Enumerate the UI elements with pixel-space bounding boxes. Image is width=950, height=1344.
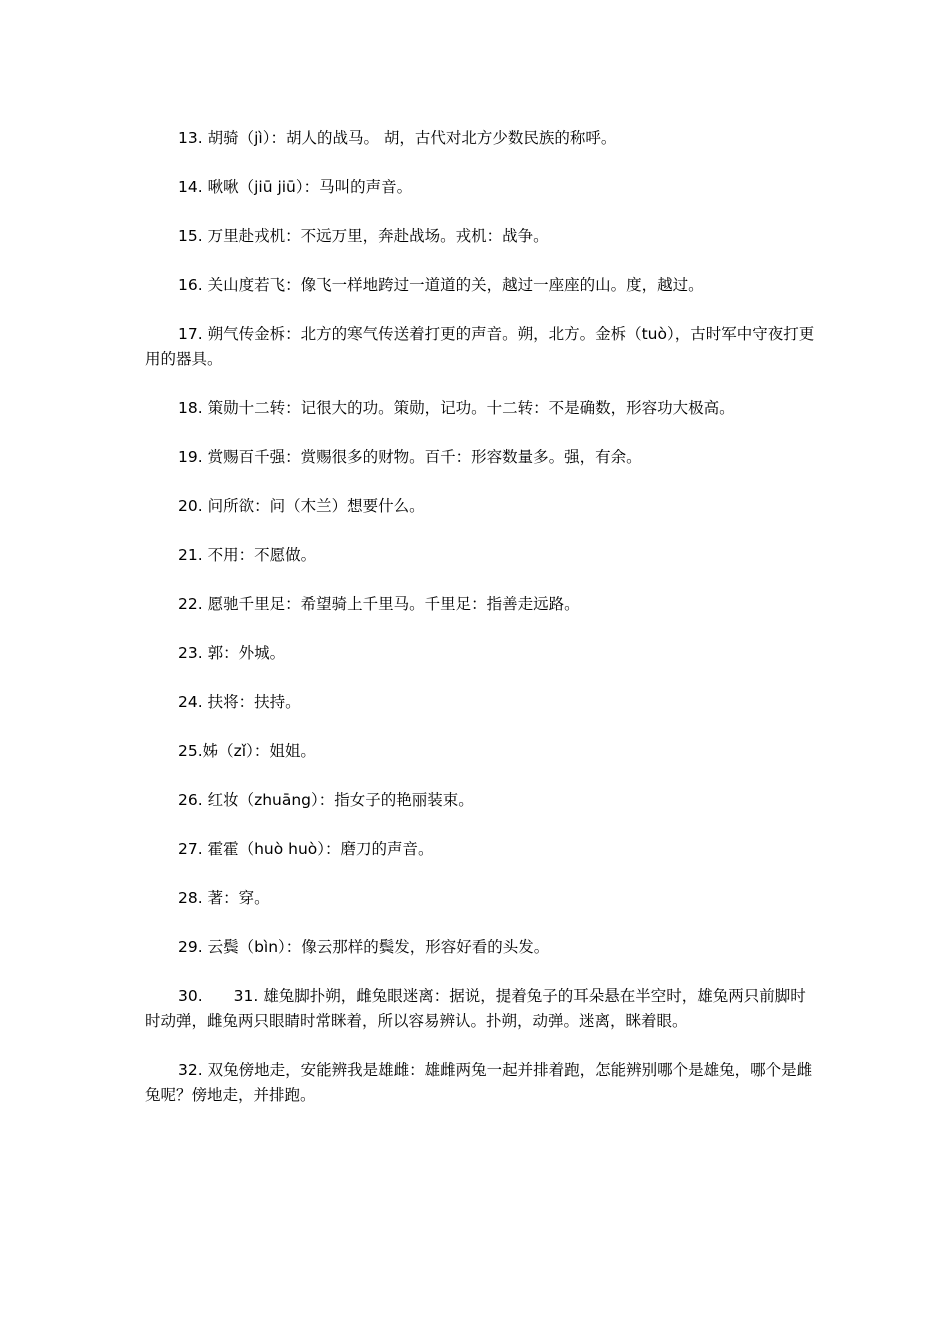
annotation-item: 21. 不用：不愿做。 <box>178 546 317 564</box>
annotation-item: 28. 著：穿。 <box>178 889 270 907</box>
annotation-item: 26. 红妆（zhuāng）：指女子的艳丽装束。 <box>178 791 474 809</box>
annotation-item: 32. 双兔傍地走，安能辨我是雄雌：雄雌两兔一起并排着跑，怎能辨别哪个是雄兔，哪个是雌兔呢？傍地走，并排跑。 <box>145 1061 813 1104</box>
annotation-item: 16. 关山度若飞：像飞一样地跨过一道道的关，越过一座座的山。度，越过。 <box>178 276 704 294</box>
annotation-item: 15. 万里赴戎机：不远万里，奔赴战场。戎机：战争。 <box>178 227 549 245</box>
annotation-list <box>145 126 815 1132</box>
annotation-item: 17. 朔气传金柝：北方的寒气传送着打更的声音。朔，北方。金柝（tuò），古时军中守夜打更用的器具。 <box>145 325 815 368</box>
annotation-item: 13. 胡骑（jì）：胡人的战马。 胡，古代对北方少数民族的称呼。 <box>178 129 617 147</box>
annotation-item: 20. 问所欲：问（木兰）想要什么。 <box>178 497 425 515</box>
annotation-item: 14. 啾啾（jiū jiū）：马叫的声音。 <box>178 178 413 196</box>
annotation-item: 22. 愿驰千里足：希望骑上千里马。千里足：指善走远路。 <box>178 595 580 613</box>
annotation-item: 30. 31. 雄兔脚扑朔，雌兔眼迷离：据说，提着兔子的耳朵悬在半空时，雄兔两只前脚时时动弹，雌兔两只眼睛时常眯着，所以容易辨认。扑朔，动弹。迷离，眯着眼。 <box>145 987 806 1030</box>
annotation-item: 23. 郭：外城。 <box>178 644 286 662</box>
annotation-item: 25.姊（zǐ）：姐姐。 <box>178 742 316 760</box>
annotation-item: 24. 扶将：扶持。 <box>178 693 301 711</box>
annotation-item: 29. 云鬓（bìn）：像云那样的鬓发，形容好看的头发。 <box>178 938 550 956</box>
annotation-item: 27. 霍霍（huò huò）：磨刀的声音。 <box>178 840 434 858</box>
annotation-item: 18. 策勋十二转：记很大的功。策勋，记功。十二转：不是确数，形容功大极高。 <box>178 399 735 417</box>
annotation-item: 19. 赏赐百千强：赏赐很多的财物。百千：形容数量多。强，有余。 <box>178 448 642 466</box>
